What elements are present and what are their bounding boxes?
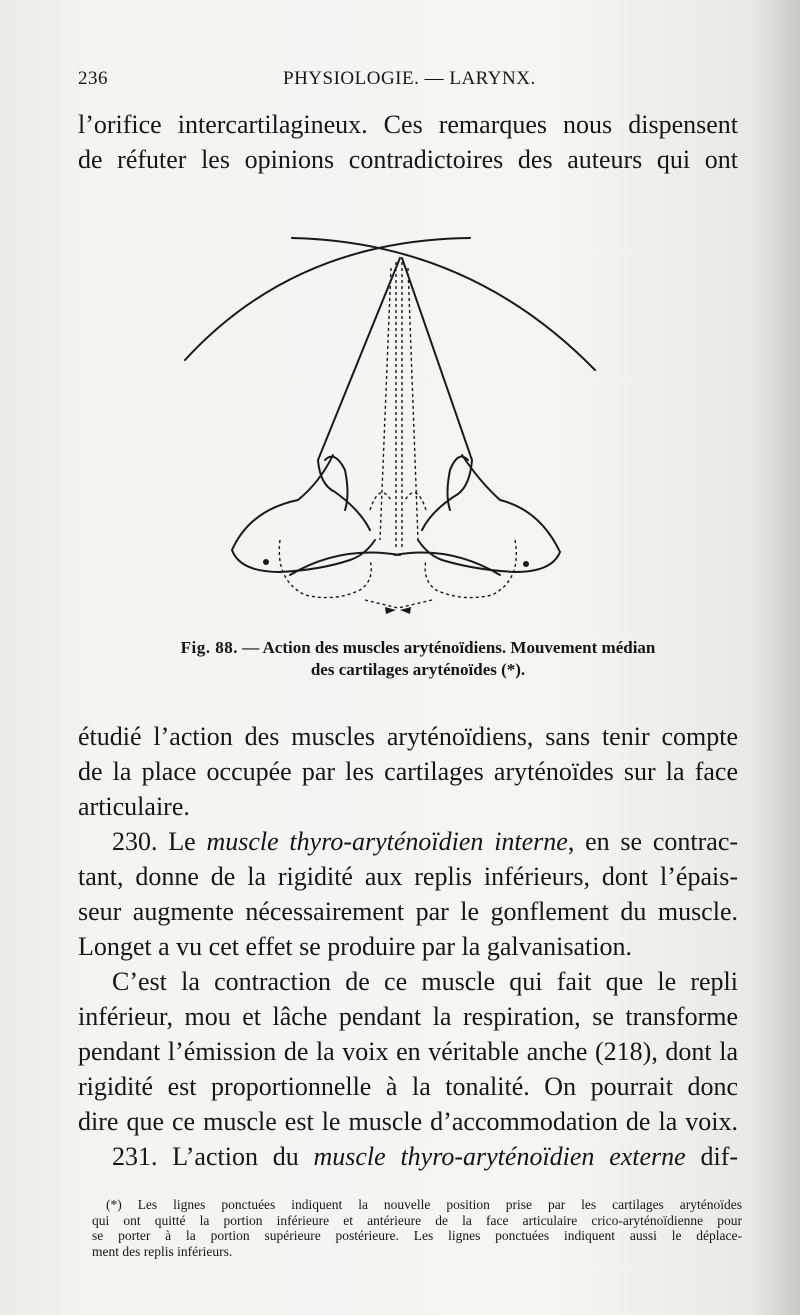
paragraph-number: 230. Le	[112, 827, 207, 856]
text-line: de la place occupée par les cartilages aryténoïdes sur la face	[78, 757, 738, 786]
left-cartilage	[232, 455, 375, 572]
text-line: rigidité est proportionnelle à la tonalité. On pourrait donc	[78, 1072, 738, 1101]
text-line: Longet a vu cet effet se produire par la galvanisation.	[78, 932, 632, 961]
text-line: seur augmente nécessairement par le gonflement du muscle.	[78, 897, 738, 926]
page-number: 236	[78, 68, 108, 89]
text-line: tant, donne de la rigidité aux replis inférieurs, dont l’épais-	[78, 862, 738, 891]
running-title: PHYSIOLOGIE. — LARYNX.	[283, 68, 536, 89]
text-run: dif-	[685, 1142, 739, 1171]
text-line: de réfuter les opinions contradictoires des auteurs qui ont	[78, 145, 738, 174]
footnote	[92, 1197, 742, 1259]
triangle-outline	[318, 258, 400, 530]
running-head	[78, 68, 738, 98]
caption-text-1: — Action des muscles aryténoïdiens. Mouvement médian	[237, 638, 656, 657]
footnote-line: qui ont quitté la portion inférieure et antérieure de la face articulaire crico-aryténoïdienne pour	[92, 1212, 742, 1228]
text-run: , en se contrac-	[567, 827, 739, 856]
text-line: inférieur, mou et lâche pendant la respiration, se transforme	[78, 1002, 738, 1031]
paragraph-230-start	[78, 825, 738, 859]
text-line: pendant l’émission de la voix en véritable anche (218), dont la	[78, 1037, 738, 1066]
figure-label: Fig. 88.	[180, 638, 238, 657]
text-line: dire que ce muscle est le muscle d’accommodation de la voix.	[78, 1107, 738, 1136]
text-line: l’orifice intercartilagineux. Ces remarques nous dispensent	[78, 110, 738, 139]
text-line: C’est la contraction de ce muscle qui fait que le repli	[112, 967, 738, 996]
text-line: articulaire.	[78, 792, 190, 821]
paragraph-231-start	[78, 1140, 738, 1174]
figure-caption	[118, 637, 718, 659]
right-arc	[292, 238, 595, 370]
figure-arytenoid-diagram	[170, 210, 610, 625]
footnote-line: se porter à la portion supérieure postérieure. Les lignes ponctuées indiquent aussi le déplace-	[92, 1228, 742, 1243]
figure-caption-line2: des cartilages aryténoïdes (*).	[310, 660, 526, 679]
text-line: étudié l’action des muscles aryténoïdiens, sans tenir compte	[78, 722, 738, 751]
italic-term: muscle thyro-aryténoïdien interne	[206, 827, 568, 856]
footnote-line: ment des replis inférieurs.	[92, 1243, 233, 1259]
paragraph-number: 231. L’action du	[112, 1142, 314, 1171]
italic-term: muscle thyro-aryténoïdien externe	[313, 1142, 686, 1171]
footnote-line: (*) Les lignes ponctuées indiquent la nouvelle position prise par les cartilages aryténoïdes	[106, 1197, 742, 1212]
left-arc	[185, 238, 470, 360]
